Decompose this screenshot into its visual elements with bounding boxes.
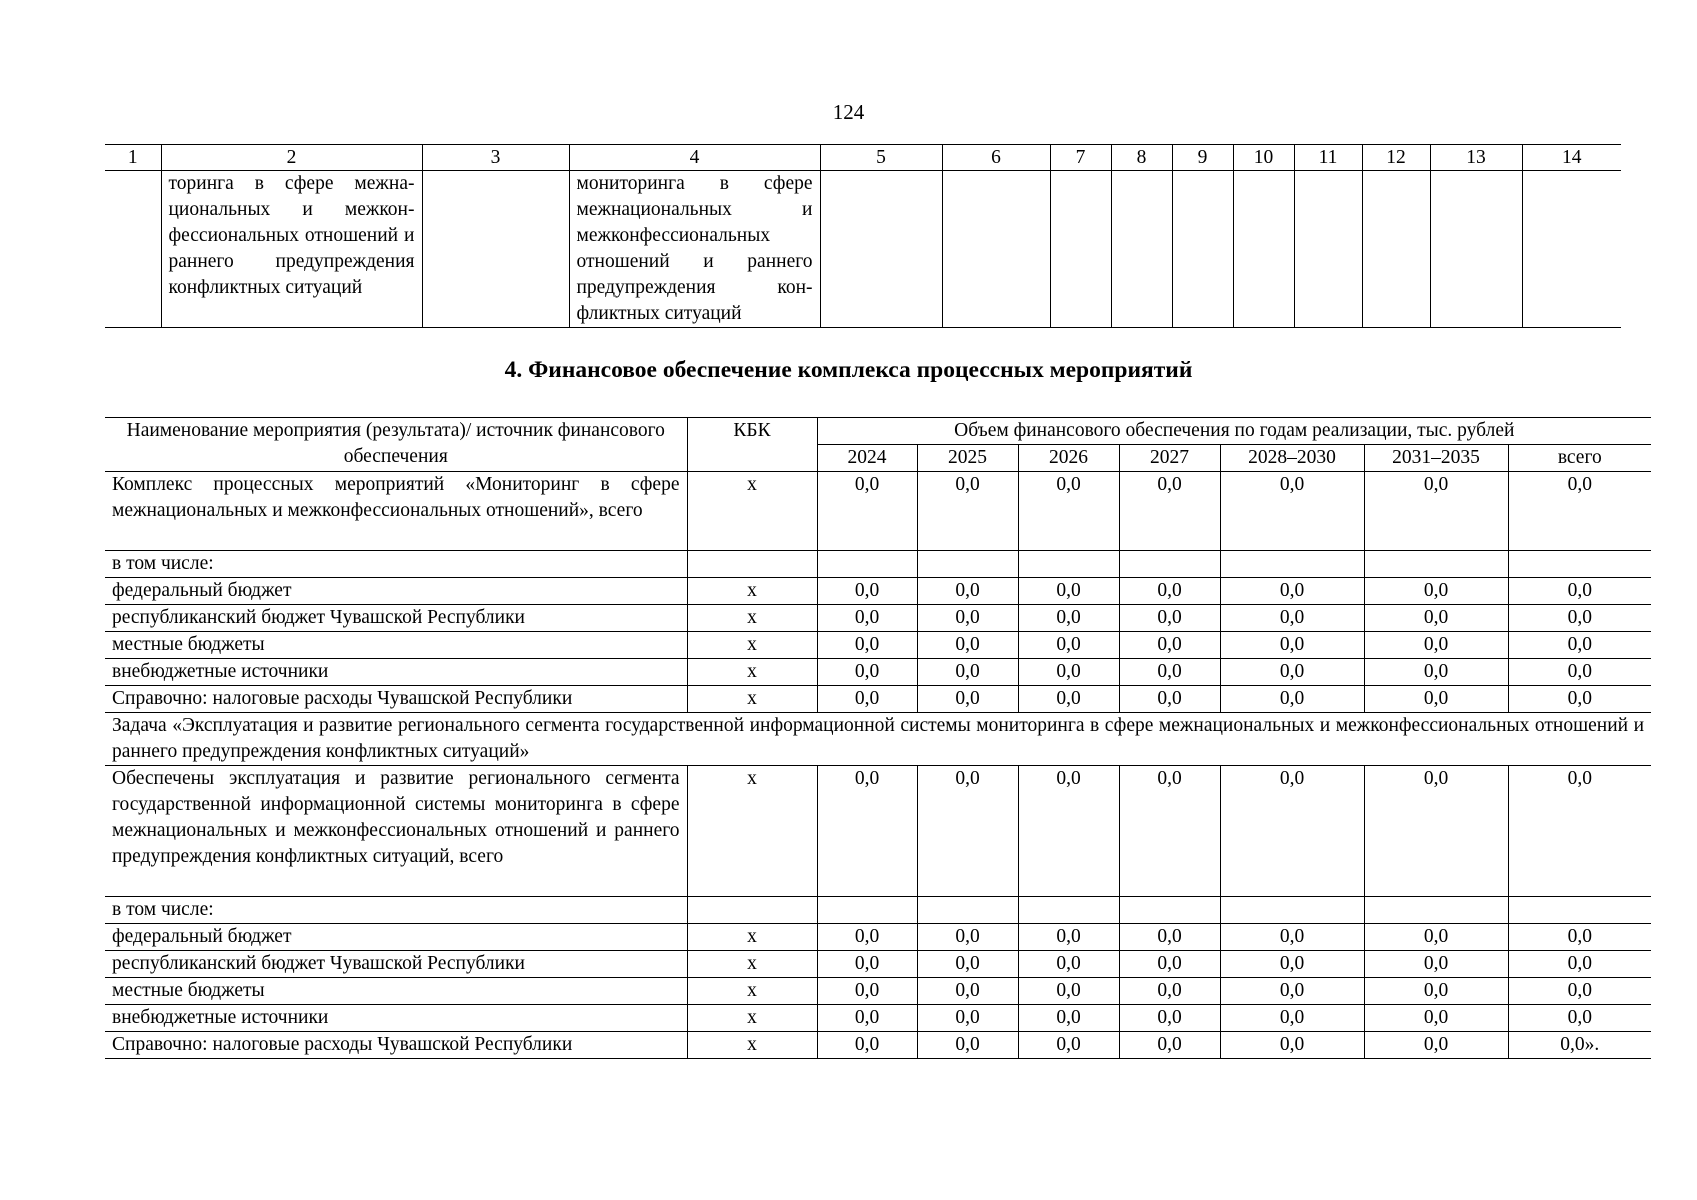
row-value: 0,0 bbox=[1220, 578, 1364, 605]
row-kbk: x bbox=[687, 766, 817, 897]
row-value: 0,0 bbox=[1364, 632, 1508, 659]
row-value: 0,0 bbox=[1119, 686, 1220, 713]
header-year: 2031–2035 bbox=[1364, 445, 1508, 472]
row-value: 0,0 bbox=[817, 924, 917, 951]
header-year: 2024 bbox=[817, 445, 917, 472]
row-value: 0,0 bbox=[1220, 632, 1364, 659]
row-kbk: x bbox=[687, 924, 817, 951]
row-value: 0,0 bbox=[1220, 472, 1364, 551]
row-value: 0,0 bbox=[1508, 978, 1651, 1005]
row-value: 0,0 bbox=[1220, 951, 1364, 978]
row-value: 0,0 bbox=[917, 924, 1018, 951]
row-kbk: x bbox=[687, 632, 817, 659]
row-kbk: x bbox=[687, 1032, 817, 1059]
row-value: 0,0 bbox=[1220, 1005, 1364, 1032]
header-year: 2027 bbox=[1119, 445, 1220, 472]
row-kbk: x bbox=[687, 605, 817, 632]
row-value: 0,0 bbox=[1508, 951, 1651, 978]
row-name: местные бюджеты bbox=[105, 632, 687, 659]
row-value: 0,0 bbox=[817, 978, 917, 1005]
header-kbk-col: КБК bbox=[687, 418, 817, 472]
row-value: 0,0 bbox=[817, 766, 917, 897]
row-value: 0,0 bbox=[1018, 766, 1119, 897]
continuation-row bbox=[105, 171, 1621, 328]
row-name: республиканский бюджет Чувашской Республики bbox=[105, 951, 687, 978]
row-name: в том числе: bbox=[105, 897, 687, 924]
row-kbk: x bbox=[687, 578, 817, 605]
row-value: 0,0 bbox=[917, 472, 1018, 551]
table-row bbox=[105, 659, 1651, 686]
row-name: местные бюджеты bbox=[105, 978, 687, 1005]
table-row bbox=[105, 472, 1651, 551]
row-value: 0,0 bbox=[1508, 766, 1651, 897]
column-number: 13 bbox=[1430, 145, 1522, 171]
table-row bbox=[105, 605, 1651, 632]
finance-table bbox=[105, 417, 1651, 1059]
row-value: 0,0 bbox=[1018, 472, 1119, 551]
table-row bbox=[105, 632, 1651, 659]
row-value: 0,0 bbox=[1364, 1005, 1508, 1032]
empty-cell bbox=[1522, 171, 1621, 328]
row-kbk: x bbox=[687, 951, 817, 978]
empty-cell bbox=[105, 171, 161, 328]
row-value: 0,0 bbox=[1220, 686, 1364, 713]
row-value: 0,0 bbox=[1508, 659, 1651, 686]
row-value: 0,0 bbox=[1119, 659, 1220, 686]
row-value: 0,0 bbox=[817, 659, 917, 686]
row-value: 0,0 bbox=[817, 632, 917, 659]
row-value: 0,0 bbox=[1508, 686, 1651, 713]
row-value: 0,0 bbox=[1119, 924, 1220, 951]
empty-cell bbox=[1430, 171, 1522, 328]
empty-cell bbox=[422, 171, 569, 328]
row-name: федеральный бюджет bbox=[105, 924, 687, 951]
row-value: 0,0 bbox=[817, 951, 917, 978]
row-kbk: x bbox=[687, 686, 817, 713]
row-value: 0,0 bbox=[1508, 924, 1651, 951]
row-value: 0,0 bbox=[1220, 978, 1364, 1005]
column-number-row bbox=[105, 145, 1621, 171]
column-number: 7 bbox=[1050, 145, 1111, 171]
header-year: всего bbox=[1508, 445, 1651, 472]
row-value: 0,0 bbox=[1364, 605, 1508, 632]
row-value: 0,0 bbox=[1220, 1032, 1364, 1059]
row-value: 0,0 bbox=[1018, 686, 1119, 713]
section-title: 4. Финансовое обеспечение комплекса процессных мероприятий bbox=[504, 357, 1193, 383]
col2-text: торинга в сфере межнациональных и межконфессиональных отношений и раннего предупреждения конфликтных ситуаций bbox=[161, 171, 422, 328]
row-name: Комплекс процессных мероприятий «Мониторинг в сфере межнациональных и межконфессиональных отношений», всего bbox=[105, 472, 687, 551]
row-value: 0,0 bbox=[1364, 472, 1508, 551]
row-value: 0,0 bbox=[1508, 578, 1651, 605]
column-number: 3 bbox=[422, 145, 569, 171]
empty-cell bbox=[1294, 171, 1362, 328]
row-value: 0,0 bbox=[1508, 1005, 1651, 1032]
row-name: Обеспечены эксплуатация и развитие регионального сегмента государственной информационной системы мониторинга в сфере межнациональных и межконфессиональных отношений и раннего предупреждения конфликтных ситуаций, всего bbox=[105, 766, 687, 897]
row-value: 0,0 bbox=[1119, 766, 1220, 897]
column-number: 12 bbox=[1362, 145, 1430, 171]
empty-cell bbox=[1233, 171, 1294, 328]
row-value: 0,0 bbox=[1119, 632, 1220, 659]
table-row bbox=[105, 897, 1651, 924]
column-number: 10 bbox=[1233, 145, 1294, 171]
row-value: 0,0 bbox=[817, 472, 917, 551]
row-value: 0,0 bbox=[817, 1005, 917, 1032]
column-number: 5 bbox=[820, 145, 942, 171]
row-value: 0,0 bbox=[1364, 686, 1508, 713]
row-value: 0,0 bbox=[1364, 578, 1508, 605]
row-value: 0,0 bbox=[917, 686, 1018, 713]
row-value: 0,0 bbox=[1364, 924, 1508, 951]
row-value: 0,0 bbox=[1119, 1032, 1220, 1059]
row-value: 0,0 bbox=[917, 978, 1018, 1005]
row-name: внебюджетные источники bbox=[105, 659, 687, 686]
row-value: 0,0 bbox=[1220, 766, 1364, 897]
table-row bbox=[105, 578, 1651, 605]
row-value: 0,0 bbox=[917, 632, 1018, 659]
empty-cell bbox=[820, 171, 942, 328]
row-value: 0,0 bbox=[817, 686, 917, 713]
row-value: 0,0 bbox=[1508, 605, 1651, 632]
column-number: 14 bbox=[1522, 145, 1621, 171]
header-row bbox=[105, 418, 1651, 445]
empty-cell bbox=[1050, 171, 1111, 328]
row-value: 0,0 bbox=[1018, 659, 1119, 686]
task-text: Задача «Эксплуатация и развитие регионального сегмента государственной информационной системы мониторинга в сфере межнациональных и межконфессиональных отношений и раннего предупреждения конфликтных ситуаций» bbox=[105, 713, 1651, 766]
column-number: 1 bbox=[105, 145, 161, 171]
row-value: 0,0 bbox=[1018, 578, 1119, 605]
row-value: 0,0 bbox=[917, 1032, 1018, 1059]
row-value: 0,0 bbox=[1018, 1032, 1119, 1059]
row-value: 0,0 bbox=[917, 1005, 1018, 1032]
empty-cell bbox=[942, 171, 1050, 328]
table-row bbox=[105, 924, 1651, 951]
column-number: 2 bbox=[161, 145, 422, 171]
column-number: 4 bbox=[569, 145, 820, 171]
table-row bbox=[105, 766, 1651, 897]
row-value: 0,0 bbox=[917, 659, 1018, 686]
row-name: в том числе: bbox=[105, 551, 687, 578]
row-value: 0,0 bbox=[917, 578, 1018, 605]
table-row bbox=[105, 1032, 1651, 1059]
column-number: 8 bbox=[1111, 145, 1172, 171]
empty-cell bbox=[1111, 171, 1172, 328]
row-value: 0,0 bbox=[1364, 978, 1508, 1005]
empty-cell bbox=[1172, 171, 1233, 328]
row-value: 0,0 bbox=[917, 605, 1018, 632]
row-value: 0,0 bbox=[1220, 605, 1364, 632]
header-year: 2028–2030 bbox=[1220, 445, 1364, 472]
row-value: 0,0 bbox=[817, 578, 917, 605]
row-name: федеральный бюджет bbox=[105, 578, 687, 605]
row-value: 0,0 bbox=[1364, 766, 1508, 897]
row-value: 0,0 bbox=[1018, 924, 1119, 951]
row-value: 0,0 bbox=[1018, 978, 1119, 1005]
row-value: 0,0 bbox=[917, 951, 1018, 978]
header-year: 2025 bbox=[917, 445, 1018, 472]
continuation-table bbox=[105, 144, 1621, 328]
row-value: 0,0 bbox=[1364, 951, 1508, 978]
row-value: 0,0 bbox=[1018, 1005, 1119, 1032]
row-kbk: x bbox=[687, 978, 817, 1005]
header-year: 2026 bbox=[1018, 445, 1119, 472]
row-kbk: x bbox=[687, 472, 817, 551]
row-value: 0,0 bbox=[1119, 1005, 1220, 1032]
task-row bbox=[105, 713, 1651, 766]
header-volume-col: Объем финансового обеспечения по годам реализации, тыс. рублей bbox=[817, 418, 1651, 445]
table-row bbox=[105, 951, 1651, 978]
row-value: 0,0 bbox=[1119, 605, 1220, 632]
page-number: 124 bbox=[832, 100, 865, 124]
table-row bbox=[105, 686, 1651, 713]
row-value: 0,0 bbox=[1364, 1032, 1508, 1059]
row-value: 0,0 bbox=[1364, 659, 1508, 686]
column-number: 11 bbox=[1294, 145, 1362, 171]
row-name: Справочно: налоговые расходы Чувашской Республики bbox=[105, 1032, 687, 1059]
row-value: 0,0 bbox=[1018, 605, 1119, 632]
row-kbk: x bbox=[687, 659, 817, 686]
row-value: 0,0 bbox=[1018, 951, 1119, 978]
empty-cell bbox=[1362, 171, 1430, 328]
table-row bbox=[105, 1005, 1651, 1032]
row-value: 0,0 bbox=[1119, 472, 1220, 551]
row-value: 0,0 bbox=[1508, 472, 1651, 551]
row-value: 0,0 bbox=[917, 766, 1018, 897]
header-name-col: Наименование мероприятия (результата)/ источник финансового обеспечения bbox=[105, 418, 687, 472]
row-value: 0,0 bbox=[817, 605, 917, 632]
row-name: внебюджетные источники bbox=[105, 1005, 687, 1032]
column-number: 9 bbox=[1172, 145, 1233, 171]
row-value: 0,0 bbox=[817, 1032, 917, 1059]
row-value: 0,0 bbox=[1018, 632, 1119, 659]
row-value: 0,0 bbox=[1119, 951, 1220, 978]
row-value: 0,0 bbox=[1220, 924, 1364, 951]
row-value: 0,0 bbox=[1119, 578, 1220, 605]
table-row bbox=[105, 551, 1651, 578]
row-value: 0,0 bbox=[1119, 978, 1220, 1005]
row-value: 0,0 bbox=[1508, 632, 1651, 659]
row-value: 0,0 bbox=[1220, 659, 1364, 686]
row-kbk: x bbox=[687, 1005, 817, 1032]
col4-text: мониторинга в сфере межнациональных и межконфессиональных отношений и раннего предупреждения конфликтных ситуаций bbox=[569, 171, 820, 328]
column-number: 6 bbox=[942, 145, 1050, 171]
table-row bbox=[105, 978, 1651, 1005]
row-value: 0,0». bbox=[1508, 1032, 1651, 1059]
row-name: республиканский бюджет Чувашской Республики bbox=[105, 605, 687, 632]
row-name: Справочно: налоговые расходы Чувашской Республики bbox=[105, 686, 687, 713]
